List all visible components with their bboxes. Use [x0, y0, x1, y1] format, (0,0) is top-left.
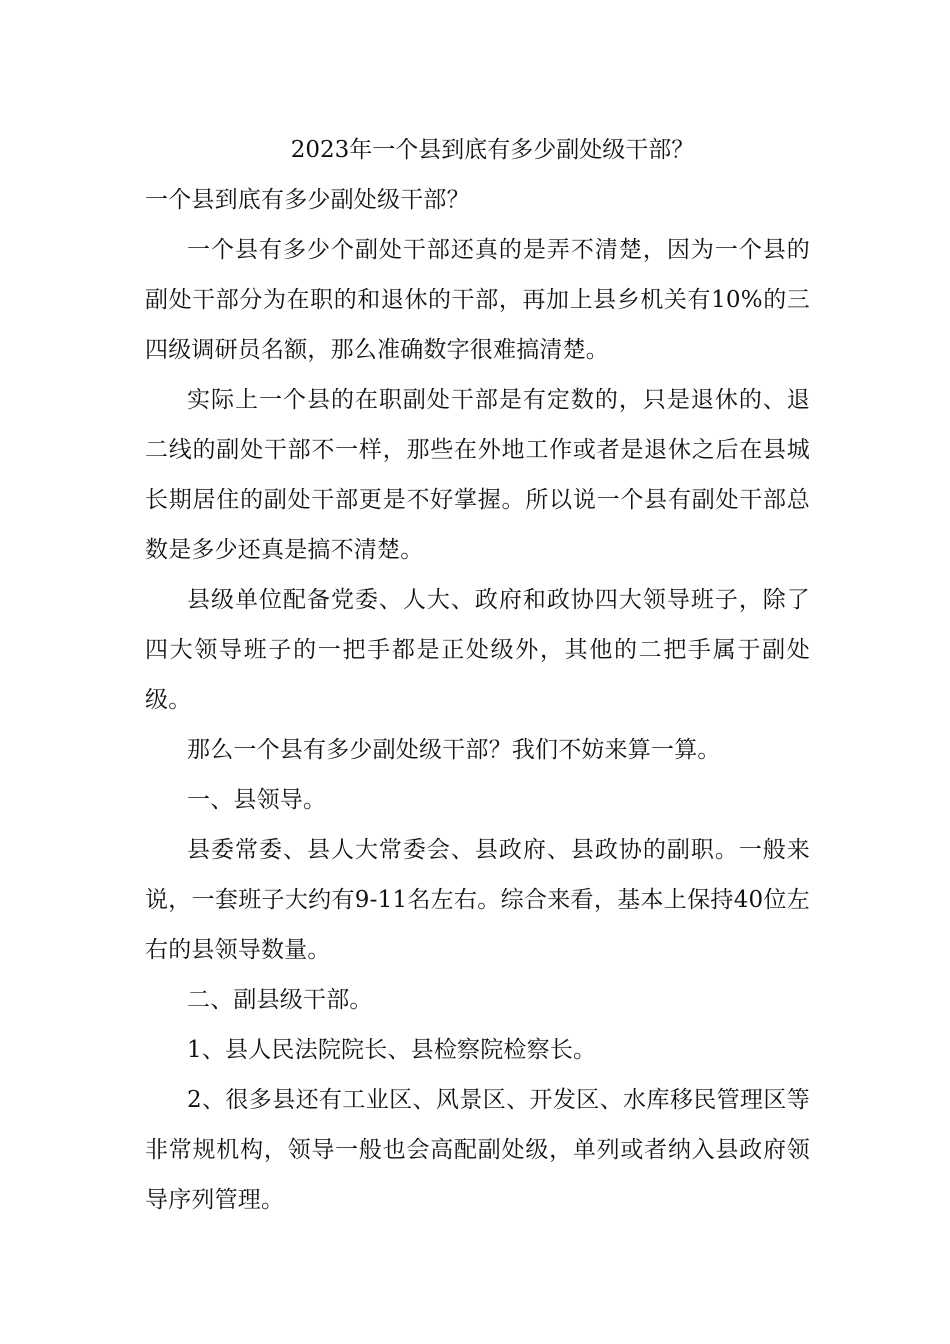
document-body: [145, 125, 810, 1225]
paragraph-retired-cadres: 实际上一个县的在职副处干部是有定数的，只是退休的、退二线的副处干部不一样，那些在外地工作或者是退休之后在县城长期居住的副处干部更是不好掌握。所以说一个县有副处干部总数是多少还真是搞不清楚。: [145, 387, 810, 563]
section-heading-county-leaders: 一、县领导。: [187, 787, 327, 813]
document-subtitle: 一个县到底有多少副处级干部？: [145, 187, 470, 213]
paragraph-four-leadership-teams: 县级单位配备党委、人大、政府和政协四大领导班子，除了四大领导班子的一把手都是正处级外，其他的二把手属于副处级。: [145, 587, 810, 713]
paragraph-intro: 一个县有多少个副处干部还真的是弄不清楚，因为一个县的副处干部分为在职的和退休的干部，再加上县乡机关有10%的三四级调研员名额，那么准确数字很难搞清楚。: [145, 237, 810, 363]
document-title: 2023年一个县到底有多少副处级干部？: [290, 137, 695, 163]
section-heading-deputy-county-cadres: 二、副县级干部。: [187, 987, 373, 1013]
paragraph-lets-count: 那么一个县有多少副处级干部？我们不妨来算一算。: [187, 737, 721, 763]
list-item-special-zones: 2、很多县还有工业区、风景区、开发区、水库移民管理区等非常规机构，领导一般也会高配副处级，单列或者纳入县政府领导序列管理。: [145, 1087, 810, 1213]
list-item-court-procuratorate: 1、县人民法院院长、县检察院检察长。: [187, 1037, 597, 1063]
paragraph-county-leaders: 县委常委、县人大常委会、县政府、县政协的副职。一般来说，一套班子大约有9-11名左右。综合来看，基本上保持40位左右的县领导数量。: [145, 837, 810, 963]
